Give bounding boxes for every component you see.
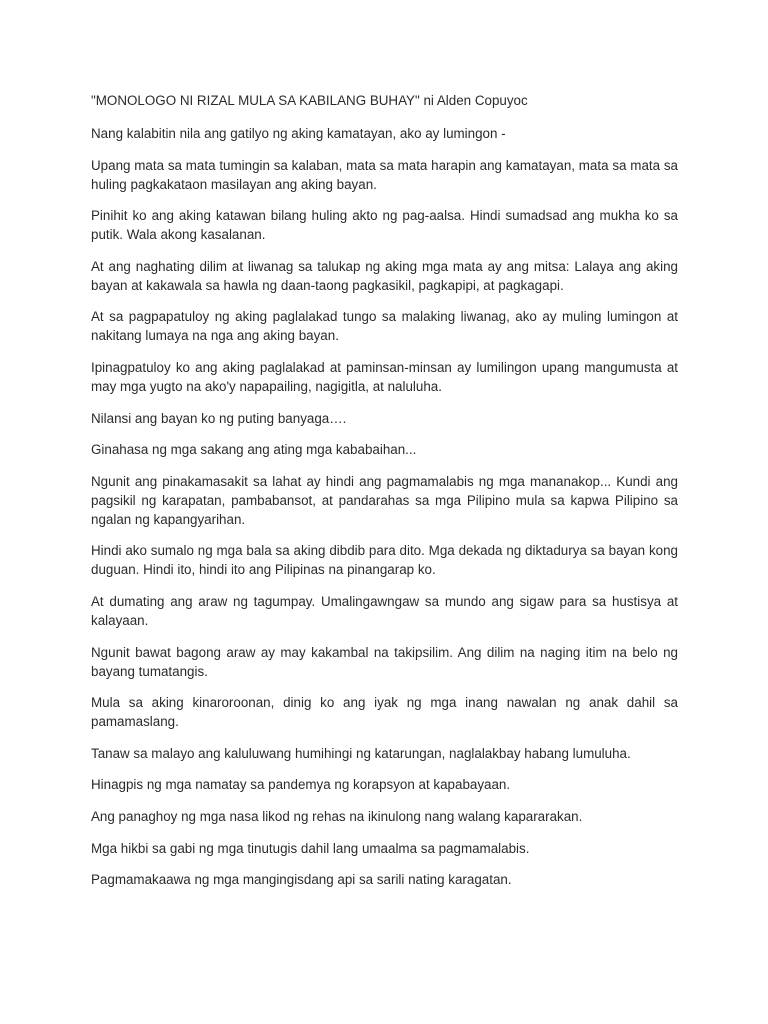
paragraph-11: At dumating ang araw ng tagumpay. Umalingawngaw sa mundo ang sigaw para sa hustisya at kalayaan. xyxy=(91,593,678,628)
paragraph-8: Ginahasa ng mga sakang ang ating mga kababaihan... xyxy=(91,442,417,458)
paragraph-7: Nilansi ang bayan ko ng puting banyaga…. xyxy=(91,410,347,426)
document-body xyxy=(91,91,678,902)
paragraph-3: Pinihit ko ang aking katawan bilang huling akto ng pag-aalsa. Hindi sumadsad ang mukha ko sa putik. Wala akong kasalanan. xyxy=(91,208,678,243)
paragraph-2: Upang mata sa mata tumingin sa kalaban, mata sa mata harapin ang kamatayan, mata sa mata sa huling pagkakataon masilayan ang aking bayan. xyxy=(91,157,678,192)
paragraph-16: Ang panaghoy ng mga nasa likod ng rehas na ikinulong nang walang kapararakan. xyxy=(91,808,583,824)
paragraph-18: Pagmamakaawa ng mga mangingisdang api sa sarili nating karagatan. xyxy=(91,872,512,888)
paragraph-14: Tanaw sa malayo ang kaluluwang humihingi ng katarungan, naglalakbay habang lumuluha. xyxy=(91,745,631,761)
paragraph-9: Ngunit ang pinakamasakit sa lahat ay hindi ang pagmamalabis ng mga mananakop... Kundi ang pagsikil ng karapatan, pambabansot, at pandarahas sa mga Pilipino mula sa kapwa Pilipino sa ngalan ng kapangyarihan. xyxy=(91,473,678,527)
paragraph-17: Mga hikbi sa gabi ng mga tinutugis dahil lang umaalma sa pagmamalabis. xyxy=(91,840,530,856)
paragraph-13: Mula sa aking kinaroroonan, dinig ko ang iyak ng mga inang nawalan ng anak dahil sa pamamaslang. xyxy=(91,695,678,730)
paragraph-4: At ang naghating dilim at liwanag sa talukap ng aking mga mata ay ang mitsa: Lalaya ang aking bayan at kakawala sa hawla ng daan-taong pagkasikil, pagkapipi, at pagkagapi. xyxy=(91,258,678,293)
paragraph-1: Nang kalabitin nila ang gatilyo ng aking kamatayan, ako ay lumingon - xyxy=(91,126,506,141)
paragraph-5: At sa pagpapatuloy ng aking paglalakad tungo sa malaking liwanag, ako ay muling lumingon at nakitang lumaya na nga ang aking bayan. xyxy=(91,309,678,344)
paragraph-12: Ngunit bawat bagong araw ay may kakambal na takipsilim. Ang dilim na naging itim na belo ng bayang tumatangis. xyxy=(91,644,678,679)
paragraph-10: Hindi ako sumalo ng mga bala sa aking dibdib para dito. Mga dekada ng diktadurya sa bayan kong duguan. Hindi ito, hindi ito ang Pilipinas na pinangarap ko. xyxy=(91,543,678,578)
document-title: "MONOLOGO NI RIZAL MULA SA KABILANG BUHAY" ni Alden Copuyoc xyxy=(91,93,528,108)
paragraph-15: Hinagpis ng mga namatay sa pandemya ng korapsyon at kapabayaan. xyxy=(91,777,511,793)
paragraph-6: Ipinagpatuloy ko ang aking paglalakad at paminsan-minsan ay lumilingon upang mangumusta at may mga yugto na ako'y napapailing, nagigitla, at naluluha. xyxy=(91,359,678,394)
